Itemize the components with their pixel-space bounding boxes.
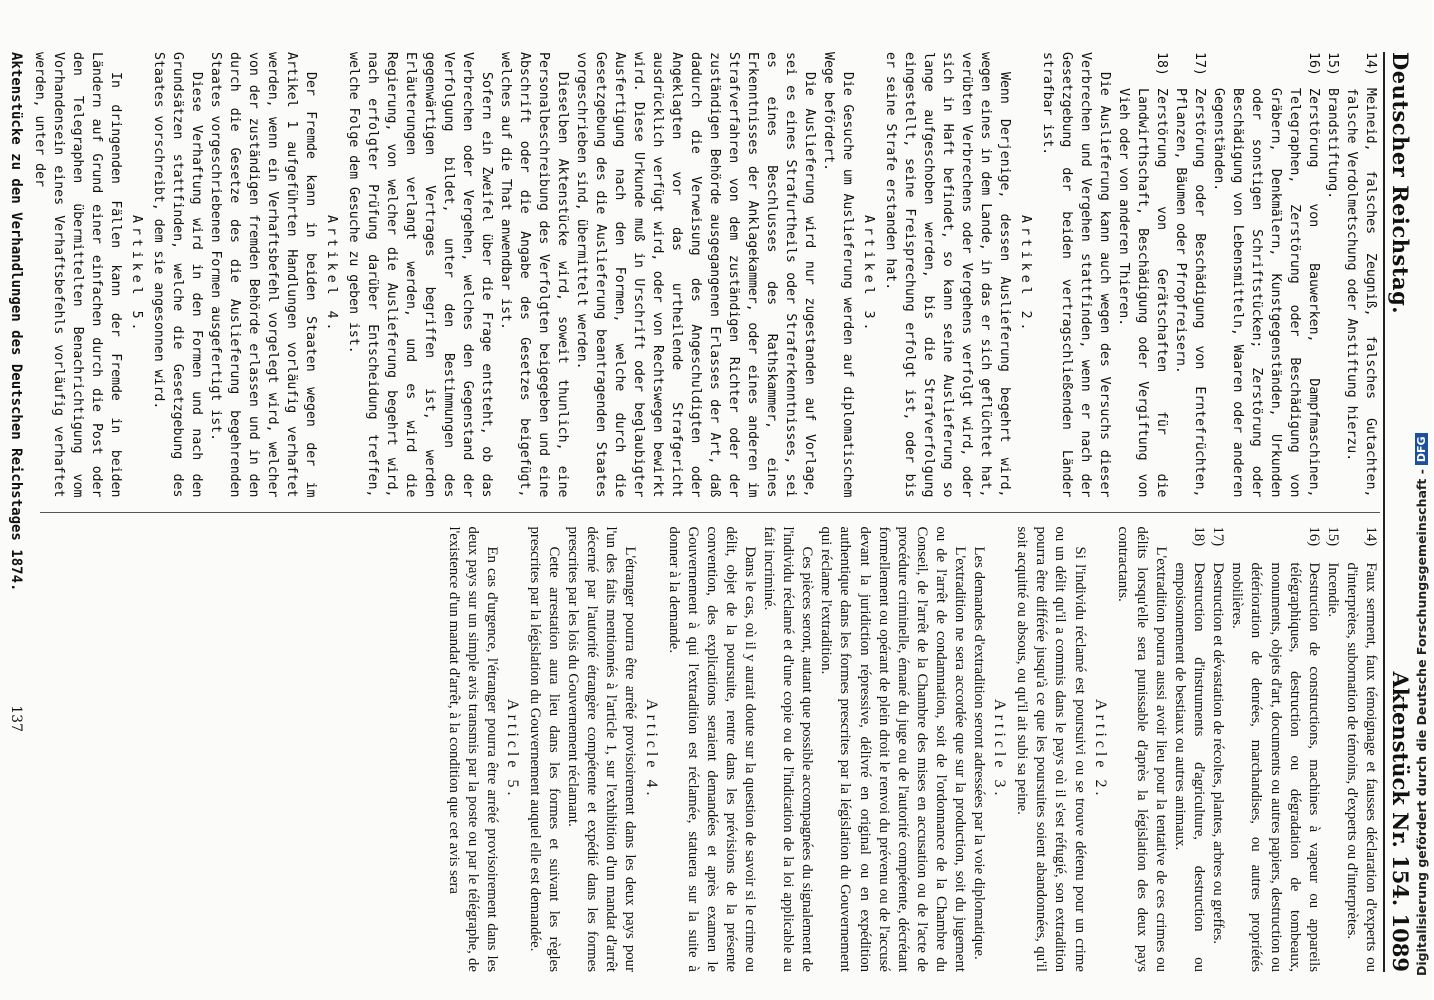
- paragraph: Dieselben Aktenstücke wird, soweit thunlich, eine Personalbeschreibung des Verfolgten beigegeben und eine Abschrift oder die Angabe des Gesetzes beigefügt, welches auf die That anwendbar ist.: [498, 52, 570, 498]
- item-text: Zerstörung von Gerätschaften für die Landwirthschaft, Beschädigung oder Vergiftung von Vieh oder von anderen Thieren.: [1116, 88, 1169, 498]
- article-heading: Artikel 5.: [129, 215, 144, 335]
- article-heading: Artikel 3.: [861, 215, 876, 335]
- item-number: 14): [1363, 526, 1379, 547]
- header-page-number: Aktenstück Nr. 154. 1089: [1388, 671, 1413, 972]
- item-text: Zerstörung oder Beschädigung von Erntefrüchten, Pflanzen, Bäumen oder Pfropfreisern.: [1173, 88, 1207, 498]
- list-item: [1323, 52, 1342, 498]
- item-text: Faux serment, faux témoignage et fausses déclaration d'experts ou d'interprètes, subornation de témoins, d'experts ou d'interprètes.: [1343, 562, 1379, 972]
- item-text: Destruction d'instruments d'agriculture, destruction ou empoisonnement de bestiaux ou autres animaux.: [1172, 562, 1208, 972]
- list-item: [1342, 52, 1380, 498]
- list-item: [1323, 527, 1342, 973]
- paragraph: Die Auslieferung wird nur zugestanden auf Vorlage, sei es eines Strafurtheils oder Straferkenntnisses, sei es eines Beschlusses des Rathskammer, eines Erkenntnisses der Anklagekammer, oder eines anderen im Strafverfahren von dem zuständigen Richter oder der zuständigen Behörde ausgegangenen Erlasses der Art, daß dadurch die Verweisung des Angeschuldigten oder Angeklagten vor das urtheilende Strafgericht ausdrücklich verfügt wird, oder von Rechtswegen bewirkt wird. Diese Urkunde muß in Urschrift oder beglaubigter Ausfertigung nach den Formen, welche durch die Gesetzgebung des die Auslieferung beantragenden Staates vorgeschrieben sind, übermittelt werden.: [574, 52, 817, 498]
- german-column: [32, 52, 1380, 513]
- item-text: Destruction et dévastation de récoltes, plantes, arbres ou greffes.: [1210, 562, 1227, 944]
- paragraph: L'extradition pourra aussi avoir lieu pour la tentative de ces crimes ou délits lorsqu'elle sera punissable d'après la législation des deux pays contractants.: [1114, 526, 1169, 972]
- item-number: 17): [1192, 52, 1207, 76]
- list-item: [1171, 52, 1209, 498]
- item-number: 17): [1210, 526, 1227, 547]
- paragraph: Der Fremde kann in beiden Staaten wegen der im Artikel 1 aufgeführten Handlungen vorläufig verhaftet werden, wenn ein Verhaftsbefehl vorgelegt wird, welcher von der zuständigen fremden Behörde erlassen und in den durch die Gesetze des die Auslieferung begehrenden Staates vorgeschriebenen Formen ausgefertigt ist.: [208, 52, 318, 498]
- article-heading: Article 3.: [991, 699, 1009, 800]
- paragraph: Wenn Derjenige, dessen Auslieferung begehrt wird, wegen eines in dem Lande, in das er sich geflüchtet hat, verübten Verbrechens oder Vergehens verfolgt wird, oder sich in Haft befindet, so kann seine Auslieferung so lange aufgeschoben werden, bis die Strafverfolgung eingestellt, seine Freisprechung erfolgt ist, oder bis er seine Strafe erstanden hat.: [883, 52, 1012, 498]
- footer-source: Aktenstücke zu den Verhandlungen des Deutschen Reichstages 1874.: [8, 52, 24, 592]
- article-heading: Artikel 4.: [324, 215, 339, 335]
- item-number: 16): [1306, 52, 1321, 76]
- list-item: [1114, 52, 1171, 498]
- paragraph: Die Gesuche um Auslieferung werden auf diplomatischem Wege befördert.: [821, 52, 855, 498]
- paragraph: Cette arrestation aura lieu dans les formes et suivant les règles prescrites par la législation du Gouvernement auquel elle est demandée.: [526, 526, 563, 972]
- item-number: 15): [1324, 526, 1341, 547]
- article-heading: Article 2.: [1091, 699, 1109, 800]
- item-number: 15): [1325, 52, 1340, 76]
- dfg-logo: DFG: [1415, 433, 1428, 465]
- item-text: Zerstörung von Bauwerken, Dampfmaschinen, Telegraphen, Zerstörung oder Beschädigung von Gräbern, Denkmälern, Kunstgegenständen, Urkunden oder sonstigen Schriftstücken; Zerstörung oder Beschädigung von Lebensmitteln, Waaren oder anderen Gegenständen.: [1211, 88, 1321, 498]
- list-item: [1209, 52, 1323, 498]
- paragraph: Diese Verhaftung wird in den Formen und nach den Grundsätzen stattfinden, welche die Gesetzgebung des Staates vorschreibt, dem sie angesonnen wird.: [151, 52, 204, 498]
- article-heading: Article 5.: [503, 699, 521, 800]
- paragraph: Les demandes d'extradition seront adressées par la voie diplomatique.: [971, 546, 988, 960]
- paragraph: Sofern ein Zweifel über die Frage entsteht, ob das Verbrechen oder Vergehen, welches den Gegenstand der Verfolgung bildet, unter den Bestimmungen des gegenwärtigen Vertrages begriffen ist, werden Erläuterungen verlangt werden, und es wird die Regierung, von welcher die Auslieferung begehrt wird, nach erfolgter Prüfung darüber Entscheidung treffen, welche Folge dem Gesuche zu geben ist.: [346, 52, 494, 498]
- paragraph: Ces pièces seront, autant que possible accompagnées du signalement de l'individu réclamé et d'une copie ou de l'indication de la loi applicable au fait incriminé.: [761, 526, 816, 972]
- two-column-body: [32, 52, 1380, 972]
- article-heading: Article 4.: [642, 699, 660, 800]
- header-title: Deutscher Reichstag.: [1388, 52, 1413, 315]
- item-number: 18): [1191, 526, 1208, 547]
- item-number: 14): [1363, 52, 1378, 76]
- list-item: [1227, 527, 1322, 973]
- item-number: 16): [1305, 526, 1322, 547]
- list-item: [1342, 527, 1380, 973]
- paragraph: L'extradition ne sera accordée que sur la production, soit du jugement ou de l'arrêt de condamnation, soit de l'ordonnance de la Chambre du Conseil, de l'arrêt de la Chambre des mises en accusation ou de l'acte de procédure criminelle, émané du juge ou de l'autorité compétente, décrétant formellement ou opérant de plein droit le renvoi du prévenu ou de l'accusé devant la juridiction répressive, délivré en original ou en expédition authentique dans les formes prescrites par la législation du Gouvernement qui réclame l'extradition.: [818, 526, 969, 972]
- item-text: Incendie.: [1324, 562, 1341, 618]
- paragraph: En cas d'urgence, l'étranger pourra être arrêté provisoirement dans les deux pays sur un simple avis transmis par la poste ou par le télégraphe, de l'existence d'un mandat d'arrêt, à la condition que cet avis sera: [445, 526, 500, 972]
- banner-text: Digitalisierung gefördert durch die Deutsche Forschungsgemeinschaft -: [1413, 469, 1429, 976]
- footer-page-number: 137: [8, 705, 24, 732]
- article-heading: Artikel 2.: [1018, 215, 1033, 335]
- paragraph: Si l'individu réclamé est poursuivi ou se trouve détenu pour un crime ou un délit qu'il a commis dans le pays où il s'est réfugié, son extradition pourra être différée jusqu'à ce que les poursuites soient abandonnées, qu'il soit acquitté ou absous, ou qu'il ait subi sa peine.: [1014, 526, 1088, 972]
- digitization-banner: [1408, 186, 1434, 976]
- item-text: Brandstiftung.: [1325, 88, 1340, 200]
- paragraph: L'étranger pourra être arrêté provisoirement dans les deux pays pour l'un des faits mentionnés à l'article 1, sur l'exhibition d'un mandat d'arrêt décerné par l'autorité étrangère compétente et expédié dans les formes prescrites par les lois du Gouvernement réclamant.: [565, 526, 639, 972]
- paragraph: In dringenden Fällen kann der Fremde in beiden Ländern auf Grund einer einfachen durch die Post oder den Telegraphen übermittelten Benachrichtigung vom Vorhandensein eines Verhaftsbefehls vorläufig verhaftet werden, unter der: [32, 52, 123, 498]
- french-column: [40, 513, 1380, 973]
- item-text: Meineid, falsches Zeugniß, falsches Gutachten, falsche Verdolmetschung oder Anstiftung hierzu.: [1344, 88, 1378, 498]
- page-footer: [8, 52, 24, 972]
- paragraph: Die Auslieferung kann auch wegen des Versuchs dieser Verbrechen und Vergehen stattfinden, wenn er nach der Gesetzgebung der beiden vertragschließenden Länder strafbar ist.: [1040, 52, 1112, 498]
- item-number: 18): [1154, 52, 1169, 76]
- list-item: [1208, 527, 1227, 973]
- paragraph: Dans le cas, où il y aurait doute sur la question de savoir si le crime ou délit, objet de la poursuite, rentre dans les prévisions de la présente convention, des explications seraient demandées et après examen le Gouvernement à qui l'extradition est réclamée, statuera sur la suite à donner à la demande.: [665, 526, 758, 972]
- item-text: Destruction de constructions, machines à vapeur ou appareils télégraphiques, destruction ou dégradation de tombeaux, monuments, objets d'art, documents ou autres papiers, destruction ou détérioration de denrées, marchandises, ou autres propriétés mobilières.: [1229, 562, 1322, 972]
- list-item: [1170, 527, 1208, 973]
